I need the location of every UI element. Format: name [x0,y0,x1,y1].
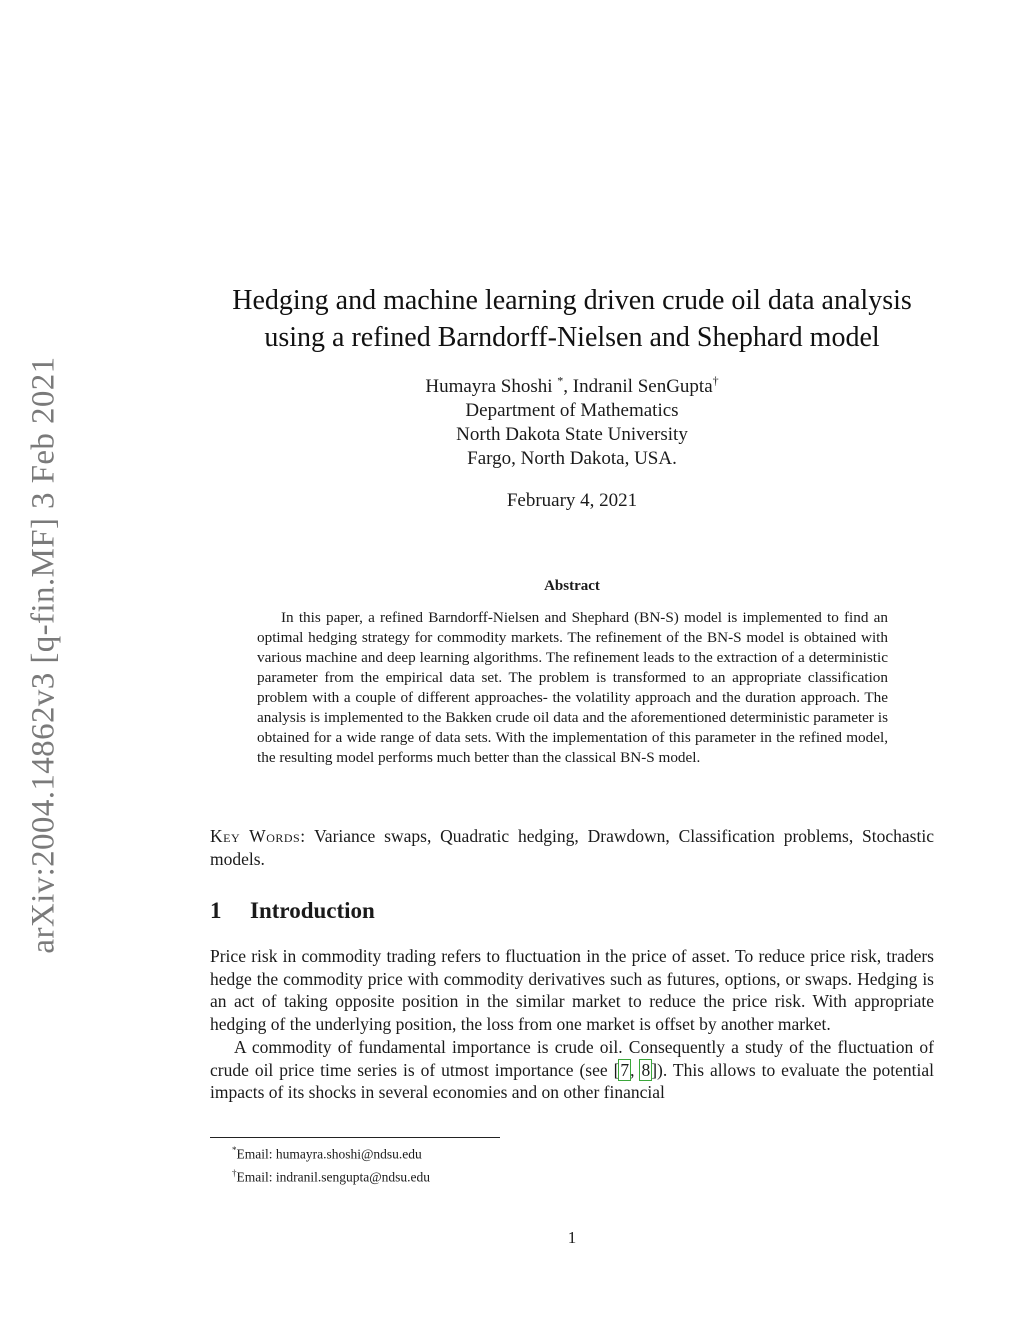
abstract-heading: Abstract [544,578,600,594]
footnote-1-mark: * [232,1145,237,1155]
author-2-footnote-mark: † [712,373,719,388]
citation-link-7[interactable]: 7 [620,1059,630,1080]
footnote-1 [232,1141,932,1164]
paragraph-1: Price risk in commodity trading refers to fluctuation in the price of asset. To reduce price risk, traders hedge the commodity price with commodity derivatives such as futures, options, or swaps. Hedging is an act of taking opposite position in the similar market to reduce the price risk. With appropriate hedging of the underlying position, the loss from one market is offset by another market. [210,946,934,1035]
footnote-2-text: Email: indranil.sengupta@ndsu.edu [236,1169,431,1184]
footnote-1-text: Email: humayra.shoshi@ndsu.edu [236,1146,422,1162]
author-block [210,375,934,471]
footnote-2 [232,1164,932,1187]
body-text [210,945,934,1104]
keywords-block [210,825,934,870]
author-1-footnote-mark: * [557,373,564,388]
keywords-text: Variance swaps, Quadratic hedging, Drawdown, Classification problems, Stochastic models. [210,826,934,869]
location: Fargo, North Dakota, USA. [467,448,677,469]
section-number: 1 [210,898,222,923]
paragraph-2 [210,1036,934,1104]
section-title: Introduction [250,898,375,923]
author-names [210,375,934,399]
abstract-text: In this paper, a refined Barndorff-Nielsen and Shephard (BN-S) model is implemented to find an optimal hedging strategy for commodity markets. The refinement of the BN-S model is obtained with various machine and deep learning algorithms. The refinement leads to the extraction of a deterministic parameter from the empirical data set. The problem is transformed to an appropriate classification problem with a couple of different approaches- the volatility approach and the duration approach. The analysis is implemented to the Bakken crude oil data and the aforementioned deterministic parameter is obtained for a wide range of data sets. With the implementation of this parameter in the refined model, the resulting model performs much better than the classical BN-S model. [257,609,888,766]
department: Department of Mathematics [465,400,679,421]
arxiv-stamp-text: arXiv:2004.14862v3 [q-fin.MF] 3 Feb 2021 [25,356,62,954]
paragraph-2-before: A commodity of fundamental importance is crude oil. Consequently a study of the fluctuation of crude oil price time series is of utmost importance (see [ [210,1036,934,1080]
title-line-1: Hedging and machine learning driven crude oil data analysis [232,285,912,316]
paragraph-2-after: ]). This allows to evaluate the potential impacts of its shocks in several economies and on other financial [210,1059,934,1103]
author-1: Humayra Shoshi [425,376,553,397]
citation-separator: , [630,1059,641,1080]
keywords-label: Key Words: [210,826,306,846]
footnote-2-mark: † [232,1167,237,1178]
arxiv-stamp [18,350,70,960]
page-number: 1 [567,1228,577,1247]
title-line-2: using a refined Barndorff-Nielsen and Shephard model [264,322,880,353]
author-separator: , [563,376,569,397]
author-2: Indranil SenGupta [572,376,713,397]
paper-title [210,282,934,356]
citation-link-8[interactable]: 8 [641,1059,651,1080]
footnote-divider [210,1137,500,1138]
footnotes [232,1141,932,1186]
university: North Dakota State University [456,424,688,445]
paper-date: February 4, 2021 [506,490,638,511]
section-heading-introduction [210,898,934,924]
